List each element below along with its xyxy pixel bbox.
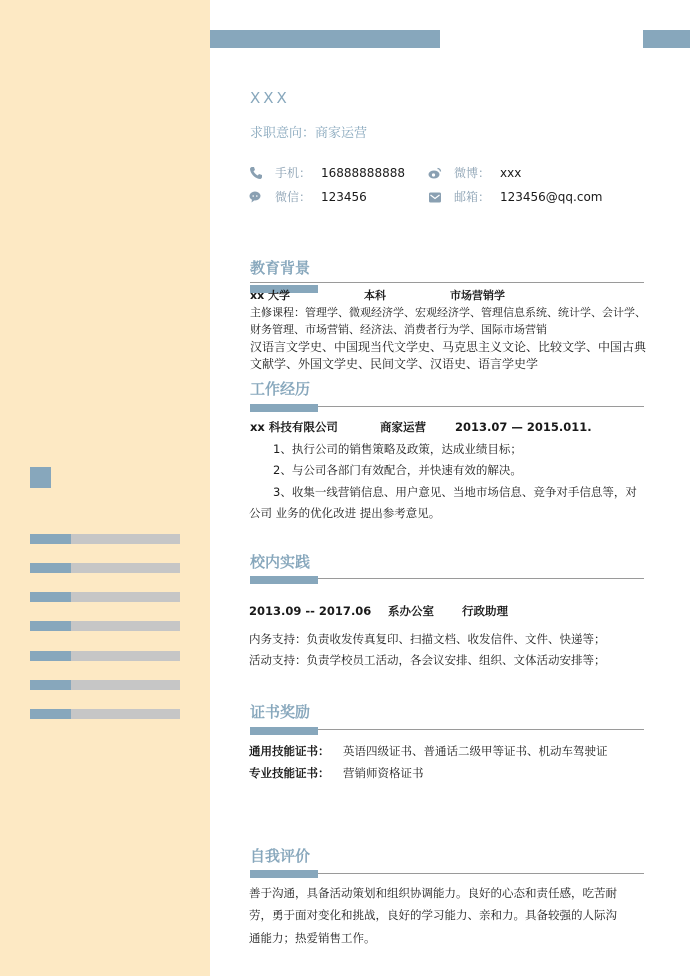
work-position: 商家运营 — [380, 420, 426, 434]
contact-email — [428, 188, 603, 205]
self-eval-line: 劳，勇于面对变化和挑战，良好的学习能力、亲和力。具备较强的人际沟 — [249, 908, 617, 922]
skill-bar — [30, 592, 180, 602]
skill-bar-fill — [30, 563, 71, 573]
skill-bar-fill — [30, 592, 71, 602]
section-accent-bar — [250, 404, 318, 412]
email-value[interactable]: 123456@qq.com — [500, 189, 603, 204]
section-accent-bar — [250, 576, 318, 584]
company-name: xx 科技有限公司 — [250, 420, 338, 434]
job-intent — [250, 122, 367, 141]
degree: 本科 — [364, 289, 386, 302]
contact-phone — [249, 164, 405, 181]
contact-wechat — [249, 188, 367, 205]
weibo-icon — [428, 166, 442, 180]
skill-bar-fill — [30, 621, 71, 631]
skill-bar — [30, 680, 180, 690]
school-name: xx 大学 — [250, 289, 291, 302]
skill-bar — [30, 621, 180, 631]
courses: 主修课程：管理学、微观经济学、宏观经济学、管理信息系统、统计学、会计学、财务管理、市场营销、经济法、消费者行为学、国际市场营销 — [250, 306, 646, 336]
self-eval-title: 自我评价 — [250, 847, 311, 865]
education-title: 教育背景 — [250, 259, 311, 277]
major: 市场营销学 — [450, 289, 505, 302]
weibo-value[interactable]: xxx — [500, 165, 522, 180]
email-icon — [428, 190, 442, 204]
self-eval-line: 通能力；热爱销售工作。 — [249, 931, 376, 945]
weibo-label: 微博： — [454, 166, 491, 180]
campus-line: 内务支持：负责收发传真复印、扫描文档、收发信件、文件、快递等； — [249, 632, 606, 646]
general-cert-value: 英语四级证书、普通话二级甲等证书、机动车驾驶证 — [343, 744, 608, 758]
general-cert-label: 通用技能证书： — [249, 744, 330, 758]
candidate-name: XXX — [250, 89, 290, 107]
phone-icon — [249, 166, 263, 180]
left-panel — [0, 0, 210, 976]
courses-extra: 汉语言文学史、中国现当代文学史、马克思主义文论、比较文学、中国古典文献学、外国文学史、民间文学、汉语史、语言学史学 — [250, 340, 647, 371]
work-item-continued: 公司 业务的优化改进 提出参考意见。 — [249, 506, 441, 520]
skill-bar — [30, 651, 180, 661]
campus-period: 2013.09 -- 2017.06 — [249, 604, 372, 618]
header-decor-bar — [210, 30, 440, 48]
section-accent-bar — [250, 870, 318, 878]
education-content — [250, 288, 648, 371]
campus-title: 校内实践 — [250, 553, 311, 571]
education-header-row — [250, 288, 648, 304]
skill-bar — [30, 563, 180, 573]
skill-bar-fill — [30, 709, 71, 719]
skill-bar-fill — [30, 651, 71, 661]
skill-bar-fill — [30, 534, 71, 544]
self-eval-line: 善于沟通，具备活动策划和组织协调能力。良好的心态和责任感，吃苦耐 — [249, 886, 617, 900]
wechat-icon — [249, 190, 263, 204]
campus-role: 行政助理 — [462, 604, 508, 618]
section-divider — [250, 282, 644, 283]
job-intent-value: 商家运营 — [315, 126, 368, 141]
contact-weibo — [428, 164, 521, 181]
campus-org: 系办公室 — [388, 604, 434, 618]
job-intent-label: 求职意向： — [250, 126, 316, 141]
phone-label: 手机： — [275, 166, 312, 180]
pro-cert-label: 专业技能证书： — [249, 766, 330, 780]
skill-bar — [30, 534, 180, 544]
certs-title: 证书奖励 — [250, 703, 311, 721]
email-label: 邮箱： — [454, 190, 491, 204]
skills-marker — [30, 467, 51, 488]
section-accent-bar — [250, 727, 318, 735]
phone-value[interactable]: 16888888888 — [321, 165, 405, 180]
wechat-label: 微信： — [275, 190, 312, 204]
work-item: 2、与公司各部门有效配合，并快速有效的解决。 — [273, 463, 522, 477]
pro-cert-value: 营销师资格证书 — [343, 766, 424, 780]
work-period: 2013.07 — 2015.011. — [455, 420, 592, 434]
skill-bar-fill — [30, 680, 71, 690]
wechat-value[interactable]: 123456 — [321, 189, 367, 204]
work-title: 工作经历 — [250, 380, 311, 398]
campus-line: 活动支持：负责学校员工活动，各会议安排、组织、文体活动安排等； — [249, 653, 606, 667]
skill-bar — [30, 709, 180, 719]
work-item: 1、执行公司的销售策略及政策，达成业绩目标； — [273, 442, 522, 456]
work-item: 3、收集一线营销信息、用户意见、当地市场信息、竞争对手信息等，对 — [273, 485, 637, 499]
header-decor-bar-right — [643, 30, 690, 48]
